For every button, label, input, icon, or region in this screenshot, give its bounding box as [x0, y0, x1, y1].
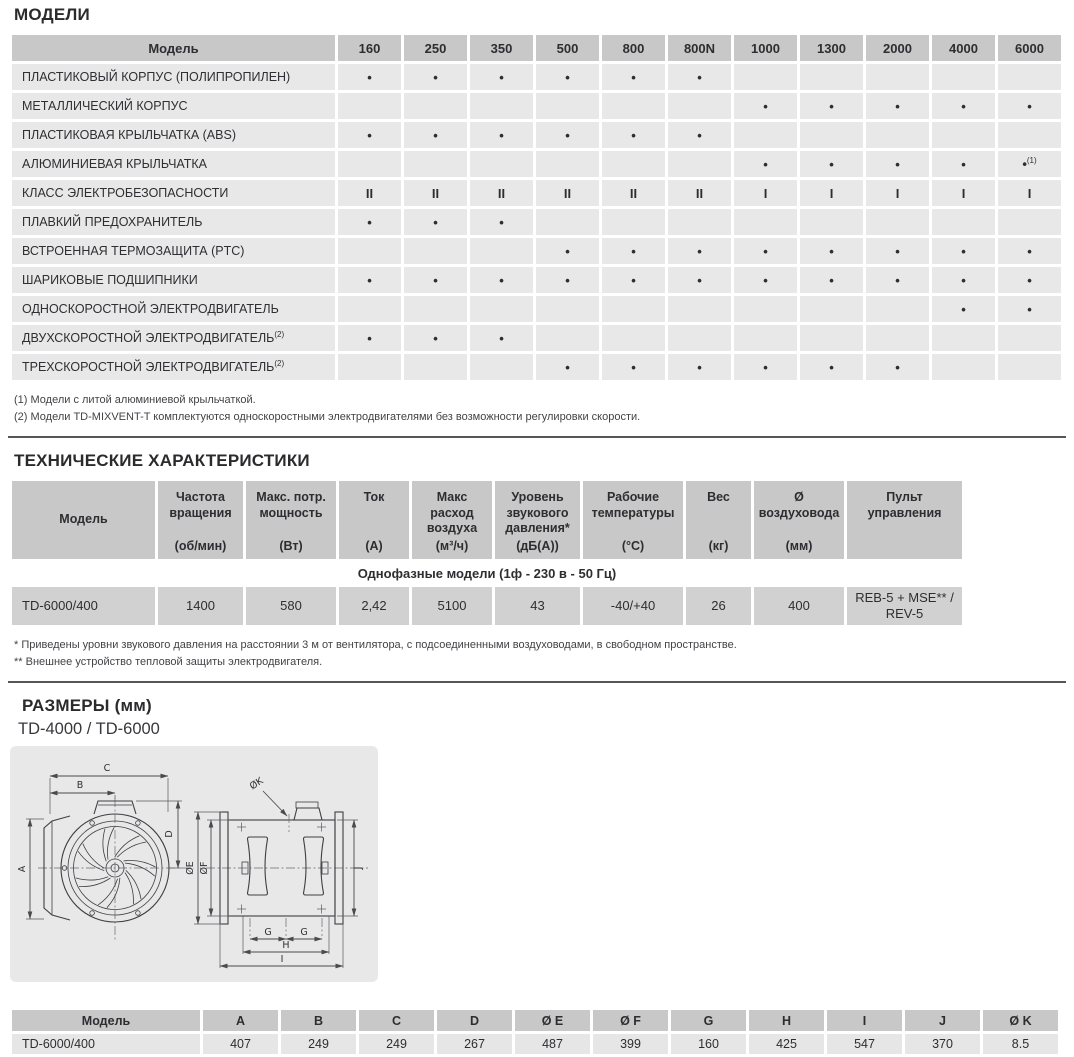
dims-value: 425: [749, 1034, 824, 1054]
feature-cell: •: [998, 238, 1061, 264]
feature-cell: II: [602, 180, 665, 206]
dim-label-h: H: [282, 940, 290, 951]
spec-header-unit: (А): [365, 539, 383, 553]
dim-label-d: D: [164, 830, 175, 838]
feature-cell: I: [932, 180, 995, 206]
feature-cell: •: [470, 64, 533, 90]
feature-cell: •: [998, 296, 1061, 322]
dim-label-c: C: [103, 763, 111, 774]
dims-column-header: Ø K: [983, 1010, 1058, 1031]
feature-cell: I: [866, 180, 929, 206]
feature-cell: [338, 151, 401, 177]
dim-label-g1: G: [264, 927, 272, 938]
feature-cell: •: [602, 238, 665, 264]
feature-cell: •: [734, 151, 797, 177]
feature-row: [12, 180, 1061, 206]
feature-cell: •: [734, 267, 797, 293]
section-divider: [8, 681, 1066, 683]
feature-cell: [932, 354, 995, 380]
feature-label: ТРЕХСКОРОСТНОЙ ЭЛЕКТРОДВИГАТЕЛЬ$^{(2)}$: [12, 354, 335, 380]
feature-cell: [998, 325, 1061, 351]
feature-cell: •: [734, 93, 797, 119]
dim-label-b: B: [76, 780, 84, 791]
feature-label: ШАРИКОВЫЕ ПОДШИПНИКИ: [12, 267, 335, 293]
section-divider: [8, 436, 1066, 438]
spec-column-header: [847, 481, 962, 559]
feature-cell: [470, 238, 533, 264]
model-size-column-header: 160: [338, 35, 401, 61]
feature-cell: •: [602, 122, 665, 148]
spec-column-header: [495, 481, 580, 559]
spec-value: 580: [246, 587, 336, 625]
feature-cell: [866, 209, 929, 235]
dims-column-header: H: [749, 1010, 824, 1031]
feature-cell: •: [404, 122, 467, 148]
dims-value: 249: [359, 1034, 434, 1054]
spec-header-name: Ø воздуховода: [758, 490, 840, 520]
feature-cell: •: [932, 238, 995, 264]
dimensions-table: [9, 1007, 1061, 1057]
spec-header-unit: (м³/ч): [435, 539, 469, 553]
feature-cell: [404, 151, 467, 177]
dimensions-table-header-row: [12, 1010, 1058, 1031]
specs-table-header-row: [12, 481, 962, 559]
feature-cell: [602, 209, 665, 235]
feature-cell: [734, 64, 797, 90]
feature-cell: •: [734, 238, 797, 264]
spec-header-unit: (°С): [621, 539, 645, 553]
dims-column-header-model: Модель: [12, 1010, 200, 1031]
feature-cell: •: [932, 151, 995, 177]
feature-cell: •: [338, 64, 401, 90]
feature-cell: [668, 151, 731, 177]
feature-cell: •: [866, 238, 929, 264]
feature-cell: [998, 354, 1061, 380]
feature-cell: [338, 93, 401, 119]
feature-cell: [668, 296, 731, 322]
feature-cell: [470, 354, 533, 380]
side-view-dimensions: [185, 775, 364, 968]
spec-header-unit: (мм): [785, 539, 813, 553]
feature-cell: •: [800, 93, 863, 119]
feature-cell: •: [866, 267, 929, 293]
footnote-1: (1) Модели с литой алюминиевой крыльчаткой.: [14, 394, 256, 406]
feature-cell: •$^{(1)}$: [998, 151, 1061, 177]
dim-label-g2: G: [300, 927, 308, 938]
feature-row: [12, 354, 1061, 380]
spec-value: 2,42: [339, 587, 409, 625]
model-size-column-header: 350: [470, 35, 533, 61]
dimensions-section-title: РАЗМЕРЫ (мм): [22, 696, 152, 715]
spec-header-name: Рабочие температуры: [591, 490, 675, 520]
dims-column-header: J: [905, 1010, 980, 1031]
feature-cell: •: [998, 93, 1061, 119]
spec-header-name: Пульт управления: [867, 490, 942, 520]
feature-cell: •: [866, 93, 929, 119]
feature-cell: [602, 93, 665, 119]
feature-cell: [866, 122, 929, 148]
feature-cell: [338, 296, 401, 322]
feature-label: АЛЮМИНИЕВАЯ КРЫЛЬЧАТКА: [12, 151, 335, 177]
technical-drawing-panel: [10, 746, 378, 982]
feature-label: ВСТРОЕННАЯ ТЕРМОЗАЩИТА (PTC): [12, 238, 335, 264]
feature-row: [12, 64, 1061, 90]
feature-cell: II: [536, 180, 599, 206]
feature-cell: •: [536, 238, 599, 264]
spec-header-name: Макс расход воздуха: [426, 490, 478, 536]
feature-label: КЛАСС ЭЛЕКТРОБЕЗОПАСНОСТИ: [12, 180, 335, 206]
specs-footnotes: [14, 637, 1074, 670]
feature-cell: [734, 209, 797, 235]
footnote-star: * Приведены уровни звукового давления на расстоянии 3 м от вентилятора, с подсоединенными воздуховодами, в свободном пространстве.: [14, 639, 737, 651]
phase-group-row: [12, 562, 962, 584]
feature-cell: •: [338, 325, 401, 351]
model-size-column-header: 500: [536, 35, 599, 61]
front-view: [38, 798, 194, 940]
feature-cell: •: [602, 267, 665, 293]
feature-cell: •: [932, 267, 995, 293]
feature-label: ДВУХСКОРОСТНОЙ ЭЛЕКТРОДВИГАТЕЛЬ$^{(2)}$: [12, 325, 335, 351]
feature-label: ПЛАСТИКОВАЯ КРЫЛЬЧАТКА (ABS): [12, 122, 335, 148]
feature-cell: •: [866, 354, 929, 380]
feature-cell: •: [536, 267, 599, 293]
feature-cell: •: [338, 122, 401, 148]
feature-cell: •: [602, 354, 665, 380]
feature-cell: [668, 93, 731, 119]
feature-row: [12, 122, 1061, 148]
feature-cell: •: [536, 122, 599, 148]
dim-label-ok: ØK: [247, 775, 266, 793]
feature-row: [12, 209, 1061, 235]
model-size-column-header: 800: [602, 35, 665, 61]
feature-cell: [734, 296, 797, 322]
feature-cell: •: [668, 122, 731, 148]
spec-column-header: [583, 481, 683, 559]
feature-cell: [536, 209, 599, 235]
dim-label-i: I: [280, 954, 284, 965]
model-size-column-header: 2000: [866, 35, 929, 61]
feature-cell: [404, 238, 467, 264]
feature-cell: [734, 122, 797, 148]
feature-cell: •: [404, 325, 467, 351]
feature-cell: I: [998, 180, 1061, 206]
dims-model-name: TD-6000/400: [12, 1034, 200, 1054]
feature-cell: [800, 325, 863, 351]
spec-header-name: Частота вращения: [169, 490, 232, 520]
dim-label-j: J: [353, 866, 364, 870]
feature-cell: •: [602, 64, 665, 90]
feature-label: МЕТАЛЛИЧЕСКИЙ КОРПУС: [12, 93, 335, 119]
model-size-column-header: 1000: [734, 35, 797, 61]
spec-header-name: Ток: [363, 490, 385, 504]
feature-cell: [338, 354, 401, 380]
spec-value: 5100: [412, 587, 492, 625]
feature-cell: [470, 93, 533, 119]
footnote-double-star: ** Внешнее устройство тепловой защиты электродвигателя.: [14, 655, 323, 668]
feature-cell: [404, 93, 467, 119]
specs-section: [0, 451, 1074, 670]
dims-column-header: G: [671, 1010, 746, 1031]
dims-column-header: Ø F: [593, 1010, 668, 1031]
footnote-marker: (2): [274, 359, 285, 369]
feature-cell: [800, 296, 863, 322]
models-footnotes: [14, 392, 1074, 425]
technical-specs-table: [9, 478, 965, 628]
feature-cell: •: [470, 122, 533, 148]
feature-label: ОДНОСКОРОСТНОЙ ЭЛЕКТРОДВИГАТЕЛЬ: [12, 296, 335, 322]
dims-column-header: D: [437, 1010, 512, 1031]
dimensions-section: [0, 696, 1074, 1057]
feature-cell: •: [734, 354, 797, 380]
model-size-column-header: 1300: [800, 35, 863, 61]
spec-value: 26: [686, 587, 751, 625]
feature-cell: [866, 64, 929, 90]
feature-cell: I: [800, 180, 863, 206]
model-size-column-header: 250: [404, 35, 467, 61]
dims-value: 487: [515, 1034, 590, 1054]
spec-column-header: [339, 481, 409, 559]
feature-cell: •: [338, 267, 401, 293]
phase-group-header: Однофазные модели (1ф - 230 в - 50 Гц): [12, 562, 962, 584]
impeller-blades: [76, 828, 156, 908]
feature-cell: •: [404, 209, 467, 235]
feature-cell: •: [470, 209, 533, 235]
feature-cell: [338, 238, 401, 264]
feature-cell: •: [404, 267, 467, 293]
feature-cell: [932, 209, 995, 235]
models-table-header-row: [12, 35, 1061, 61]
feature-cell: [734, 325, 797, 351]
models-section-title: МОДЕЛИ: [14, 5, 90, 24]
feature-cell: [602, 151, 665, 177]
feature-cell: •: [338, 209, 401, 235]
spec-column-header: [246, 481, 336, 559]
spec-column-header: [412, 481, 492, 559]
feature-row: [12, 267, 1061, 293]
spec-header-unit: (дБ(А)): [516, 539, 559, 553]
models-section: [0, 0, 1074, 425]
footnote-2: (2) Модели TD-MIXVENT-T комплектуются односкоростными электродвигателями без возможности регулировки скорости.: [14, 410, 641, 423]
feature-row: [12, 93, 1061, 119]
dims-value: 399: [593, 1034, 668, 1054]
feature-cell: •: [404, 64, 467, 90]
feature-label: ПЛАВКИЙ ПРЕДОХРАНИТЕЛЬ: [12, 209, 335, 235]
feature-cell: •: [470, 325, 533, 351]
feature-cell: •: [668, 238, 731, 264]
models-column-header-model: Модель: [12, 35, 335, 61]
spec-column-header: [12, 481, 155, 559]
dim-label-of: ØF: [199, 861, 210, 875]
dims-value: 160: [671, 1034, 746, 1054]
feature-cell: [470, 296, 533, 322]
feature-cell: •: [536, 354, 599, 380]
dim-label-a: A: [17, 865, 28, 873]
spec-header-name: Макс. потр. мощность: [256, 490, 326, 520]
feature-cell: •: [668, 64, 731, 90]
model-size-column-header: 4000: [932, 35, 995, 61]
feature-cell: [602, 296, 665, 322]
feature-cell: •: [800, 238, 863, 264]
feature-row: [12, 151, 1061, 177]
dimensions-data-row: [12, 1034, 1058, 1054]
models-features-table: [9, 32, 1064, 383]
spec-header-name: Модель: [59, 512, 108, 527]
feature-cell: [998, 64, 1061, 90]
dims-value: 8.5: [983, 1034, 1058, 1054]
dim-label-oe: ØE: [185, 861, 196, 875]
feature-cell: [536, 296, 599, 322]
spec-column-header: [754, 481, 844, 559]
spec-value: 1400: [158, 587, 243, 625]
model-size-column-header: 6000: [998, 35, 1061, 61]
feature-label: ПЛАСТИКОВЫЙ КОРПУС (ПОЛИПРОПИЛЕН): [12, 64, 335, 90]
spec-header-name: Вес: [707, 490, 730, 504]
feature-cell: [932, 122, 995, 148]
feature-cell: II: [338, 180, 401, 206]
feature-cell: [536, 325, 599, 351]
feature-cell: •: [800, 267, 863, 293]
spec-header-unit: (кг): [708, 539, 729, 553]
spec-model-name: TD-6000/400: [12, 587, 155, 625]
model-size-column-header: 800N: [668, 35, 731, 61]
dims-column-header: Ø E: [515, 1010, 590, 1031]
spec-header-unit: (об/мин): [174, 539, 227, 553]
spec-value: REB-5 + MSE** / REV-5: [847, 587, 962, 625]
feature-row: [12, 296, 1061, 322]
feature-cell: •: [668, 267, 731, 293]
feature-row: [12, 325, 1061, 351]
dims-column-header: C: [359, 1010, 434, 1031]
specs-section-title: ТЕХНИЧЕСКИЕ ХАРАКТЕРИСТИКИ: [14, 451, 310, 470]
feature-cell: [404, 354, 467, 380]
spec-header-unit: (Вт): [279, 539, 303, 553]
feature-cell: II: [470, 180, 533, 206]
feature-cell: [800, 209, 863, 235]
feature-cell: [800, 64, 863, 90]
footnote-marker: (2): [274, 330, 285, 340]
feature-cell: •: [932, 93, 995, 119]
feature-cell: [866, 325, 929, 351]
feature-cell: [998, 122, 1061, 148]
feature-cell: [404, 296, 467, 322]
feature-cell: II: [668, 180, 731, 206]
spec-column-header: [158, 481, 243, 559]
specs-data-row: [12, 587, 962, 625]
dims-column-header: A: [203, 1010, 278, 1031]
feature-cell: •: [668, 354, 731, 380]
feature-cell: [668, 209, 731, 235]
dims-column-header: B: [281, 1010, 356, 1031]
dims-value: 370: [905, 1034, 980, 1054]
feature-cell: •: [536, 64, 599, 90]
spec-value: 400: [754, 587, 844, 625]
feature-row: [12, 238, 1061, 264]
spec-value: -40/+40: [583, 587, 683, 625]
feature-cell: •: [866, 151, 929, 177]
feature-cell: •: [800, 354, 863, 380]
feature-cell: [998, 209, 1061, 235]
dims-value: 267: [437, 1034, 512, 1054]
feature-cell: •: [800, 151, 863, 177]
spec-value: 43: [495, 587, 580, 625]
feature-cell: [866, 296, 929, 322]
feature-cell: [668, 325, 731, 351]
feature-cell: •: [932, 296, 995, 322]
feature-cell: [470, 151, 533, 177]
feature-cell: •: [470, 267, 533, 293]
footnote-marker: (1): [1026, 156, 1037, 166]
fan-technical-drawing: [10, 746, 378, 982]
feature-cell: [800, 122, 863, 148]
feature-cell: [932, 64, 995, 90]
feature-cell: [602, 325, 665, 351]
spec-header-name: Уровень звукового давления*: [505, 490, 570, 536]
dims-value: 407: [203, 1034, 278, 1054]
feature-cell: •: [998, 267, 1061, 293]
dimensions-model-range: TD-4000 / TD-6000: [18, 720, 160, 738]
feature-cell: [536, 93, 599, 119]
dims-value: 547: [827, 1034, 902, 1054]
feature-cell: [536, 151, 599, 177]
dims-column-header: I: [827, 1010, 902, 1031]
front-view-dimensions: [17, 763, 182, 919]
feature-cell: II: [404, 180, 467, 206]
dims-value: 249: [281, 1034, 356, 1054]
spec-column-header: [686, 481, 751, 559]
feature-cell: [932, 325, 995, 351]
feature-cell: I: [734, 180, 797, 206]
